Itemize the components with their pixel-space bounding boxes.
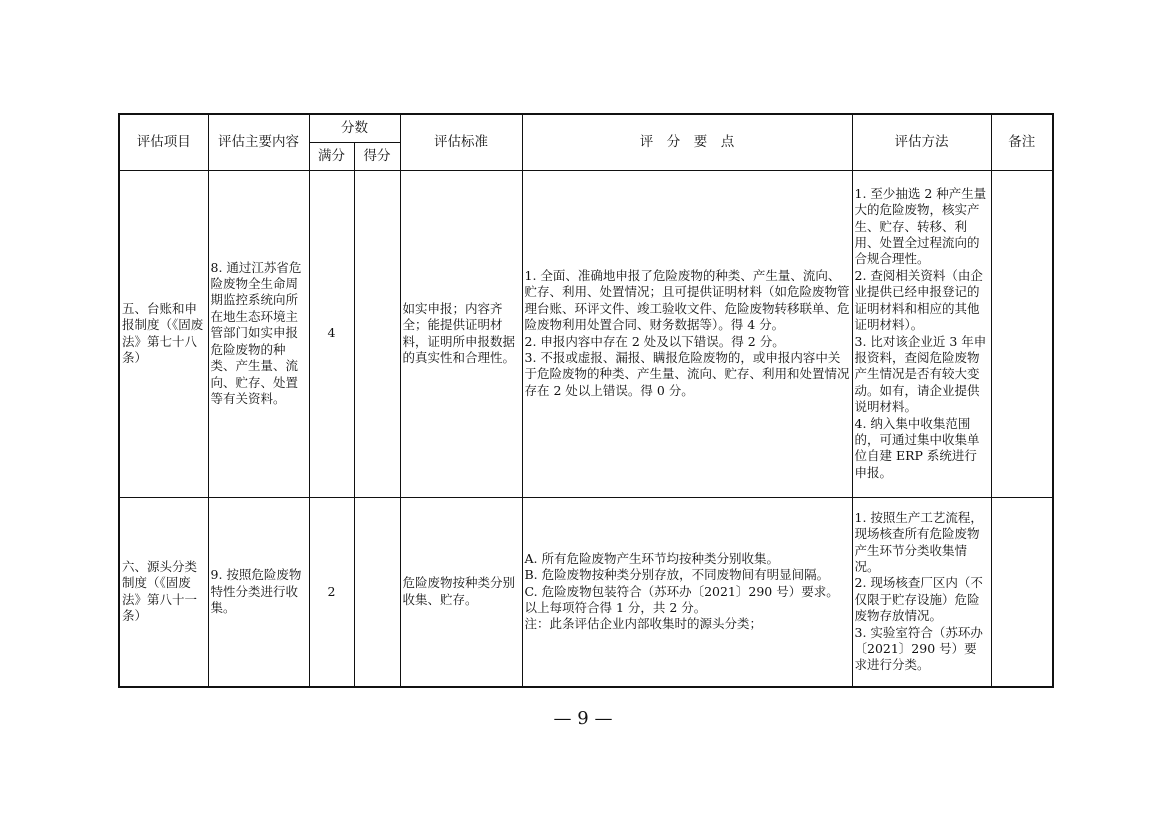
header-item: 评估项目 <box>119 114 208 170</box>
cell-note <box>991 170 1053 497</box>
header-points: 评 分 要 点 <box>522 114 852 170</box>
header-method: 评估方法 <box>852 114 991 170</box>
cell-item: 五、台账和申报制度（《固废法》第七十八条） <box>119 170 208 497</box>
header-score: 分数 <box>309 114 400 142</box>
cell-standard: 如实申报；内容齐全；能提供证明材料，证明所申报数据的真实性和合理性。 <box>400 170 522 497</box>
evaluation-table <box>118 113 1054 688</box>
cell-method: 1. 按照生产工艺流程，现场核查所有危险废物产生环节分类收集情况。 2. 现场核查厂区内（不仅限于贮存设施）危险废物存放情况。 3. 实验室符合（苏环办〔2021〕290 号）要求进行分类。 <box>852 497 991 687</box>
header-full-score: 满分 <box>309 142 354 170</box>
page-number: — 9 — <box>553 708 613 729</box>
table-row <box>119 497 1053 687</box>
header-note: 备注 <box>991 114 1053 170</box>
header-standard: 评估标准 <box>400 114 522 170</box>
cell-got-score <box>354 170 400 497</box>
cell-standard: 危险废物按种类分别收集、贮存。 <box>400 497 522 687</box>
cell-note <box>991 497 1053 687</box>
cell-method: 1. 至少抽选 2 种产生量大的危险废物，核实产生、贮存、转移、利用、处置全过程流向的合规合理性。 2. 查阅相关资料（由企业提供已经申报登记的证明材料和相应的其他证明材料）。 3. 比对该企业近 3 年申报资料，查阅危险废物产生情况是否有较大变动。如有，请企业提供说明材料。 4. 纳入集中收集范围的，可通过集中收集单位自建 ERP 系统进行申报。 <box>852 170 991 497</box>
header-got-score: 得分 <box>354 142 400 170</box>
cell-full-score: 2 <box>309 497 354 687</box>
cell-content: 8. 通过江苏省危险废物全生命周期监控系统向所在地生态环境主管部门如实申报危险废物的种类、产生量、流向、贮存、处置等有关资料。 <box>208 170 309 497</box>
cell-full-score: 4 <box>309 170 354 497</box>
header-row-1 <box>119 114 1053 142</box>
cell-points: A. 所有危险废物产生环节均按种类分别收集。 B. 危险废物按种类分别存放，不同废物间有明显间隔。 C. 危险废物包装符合（苏环办〔2021〕290 号）要求。 以上每项符合得 1 分，共 2 分。 注：此条评估企业内部收集时的源头分类； <box>522 497 852 687</box>
cell-got-score <box>354 497 400 687</box>
cell-content: 9. 按照危险废物特性分类进行收集。 <box>208 497 309 687</box>
cell-points: 1. 全面、准确地申报了危险废物的种类、产生量、流向、贮存、利用、处置情况；且可提供证明材料（如危险废物管理台账、环评文件、竣工验收文件、危险废物转移联单、危险废物利用处置合同、财务数据等）。得 4 分。 2. 申报内容中存在 2 处及以下错误。得 2 分。 3. 不报或虚报、漏报、瞒报危险废物的，或申报内容中关于危险废物的种类、产生量、流向、贮存、利用和处置情况存在 2 处以上错误。得 0 分。 <box>522 170 852 497</box>
cell-item: 六、源头分类制度（《固废法》第八十一条） <box>119 497 208 687</box>
header-content: 评估主要内容 <box>208 114 309 170</box>
table-row <box>119 170 1053 497</box>
